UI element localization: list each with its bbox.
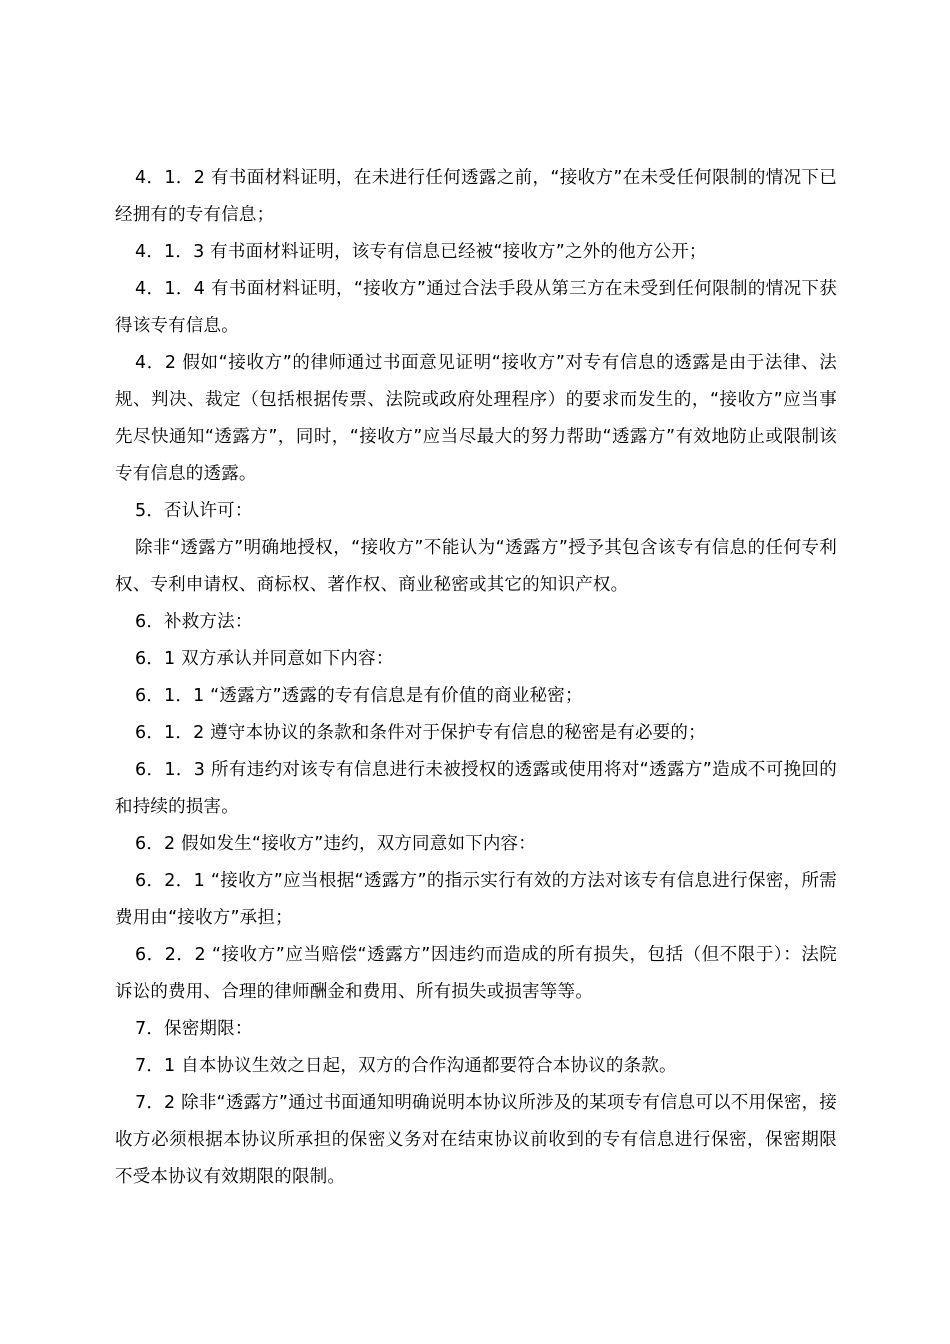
clause-4-1-4: 4．1．4 有书面材料证明，“接收方”通过合法手段从第三方在未受到任何限制的情况下获得该专有信息。 xyxy=(115,279,837,336)
section-7-heading: 7．保密期限： xyxy=(135,1019,253,1039)
clause-6-1-3: 6．1．3 所有违约对该专有信息进行未被授权的透露或使用将对“透露方”造成不可挽回的和持续的损害。 xyxy=(115,760,837,817)
clause-4-1-2: 4．1．2 有书面材料证明，在未进行任何透露之前，“接收方”在未受任何限制的情况下已经拥有的专有信息； xyxy=(115,168,837,225)
section-5-heading: 5．否认许可： xyxy=(135,501,253,521)
section-5-body: 除非“透露方”明确地授权，“接收方”不能认为“透露方”授予其包含该专有信息的任何专利权、专利申请权、商标权、著作权、商业秘密或其它的知识产权。 xyxy=(115,538,837,595)
clause-6-2-2: 6．2．2 “接收方”应当赔偿“透露方”因违约而造成的所有损失，包括（但不限于）：法院诉讼的费用、合理的律师酬金和费用、所有损失或损害等等。 xyxy=(115,945,837,1002)
document-body xyxy=(115,160,837,1196)
clause-6-1-2: 6．1．2 遵守本协议的条款和条件对于保护专有信息的秘密是有必要的； xyxy=(135,723,706,743)
clause-6-1: 6．1 双方承认并同意如下内容： xyxy=(135,649,394,669)
clause-7-2: 7．2 除非“透露方”通过书面通知明确说明本协议所涉及的某项专有信息可以不用保密，接收方必须根据本协议所承担的保密义务对在结束协议前收到的专有信息进行保密，保密期限不受本协议有效期限的限制。 xyxy=(115,1093,837,1187)
clause-6-1-1: 6．1．1 “透露方”透露的专有信息是有价值的商业秘密； xyxy=(135,686,583,706)
clause-6-2-1: 6．2．1 “接收方”应当根据“透露方”的指示实行有效的方法对该专有信息进行保密，所需费用由“接收方”承担； xyxy=(115,871,837,928)
clause-4-1-3: 4．1．3 有书面材料证明，该专有信息已经被“接收方”之外的他方公开； xyxy=(135,242,707,262)
section-6-heading: 6．补救方法： xyxy=(135,612,253,632)
clause-6-2: 6．2 假如发生“接收方”违约，双方同意如下内容： xyxy=(135,834,536,854)
clause-7-1: 7．1 自本协议生效之日起，双方的合作沟通都要符合本协议的条款。 xyxy=(135,1056,677,1076)
clause-4-2: 4．2 假如“接收方”的律师通过书面意见证明“接收方”对专有信息的透露是由于法律、法规、判决、裁定（包括根据传票、法院或政府处理程序）的要求而发生的，“接收方”应当事先尽快通知“透露方”，同时，“接收方”应当尽最大的努力帮助“透露方”有效地防止或限制该专有信息的透露。 xyxy=(115,353,837,484)
